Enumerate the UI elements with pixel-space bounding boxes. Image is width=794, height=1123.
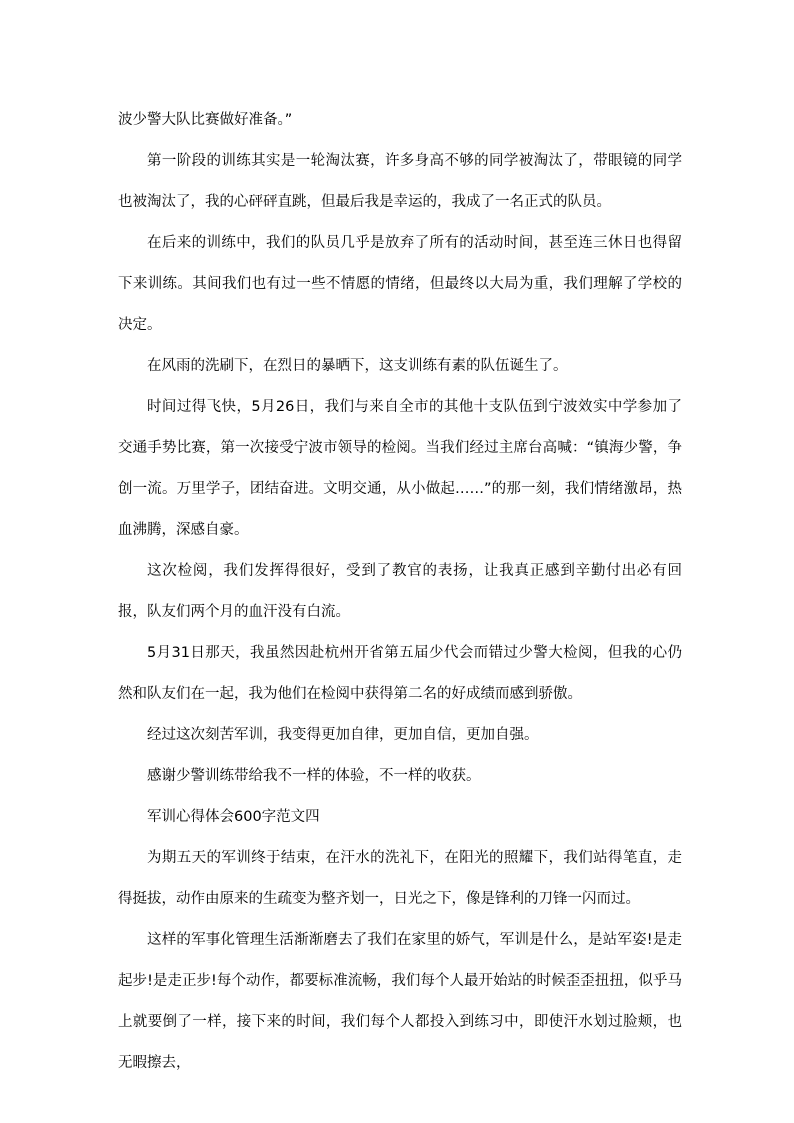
document-body	[118, 100, 682, 1084]
paragraph-3: 在后来的训练中，我们的队员几乎是放弃了所有的活动时间，甚至连三休日也得留下来训练。其间我们也有过一些不情愿的情绪，但最终以大局为重，我们理解了学校的决定。	[118, 235, 682, 333]
paragraph-12: 这样的军事化管理生活渐渐磨去了我们在家里的娇气，军训是什么，是站军姿!是走起步!是走正步!每个动作，都要标准流畅，我们每个人最开始站的时候歪歪扭扭，似乎马上就要倒了一样，接下来的时间，我们每个人都投入到练习中，即使汗水划过脸颊，也无暇擦去，	[118, 932, 682, 1071]
paragraph-9: 感谢少警训练带给我不一样的体验，不一样的收获。	[147, 768, 481, 784]
paragraph-1: 波少警大队比赛做好准备。”	[118, 112, 293, 128]
section-heading: 军训心得体会600字范文四	[147, 809, 320, 825]
paragraph-4: 在风雨的洗刷下，在烈日的暴晒下，这支训练有素的队伍诞生了。	[147, 358, 568, 374]
paragraph-11: 为期五天的军训终于结束，在汗水的洗礼下，在阳光的照耀下，我们站得笔直，走得挺拔，动作由原来的生疏变为整齐划一，日光之下，像是锋利的刀锋一闪而过。	[118, 850, 682, 907]
paragraph-8: 经过这次刻苦军训，我变得更加自律，更加自信，更加自强。	[147, 727, 539, 743]
paragraph-5: 时间过得飞快，5月26日，我们与来自全市的其他十支队伍到宁波效实中学参加了交通手势比赛，第一次接受宁波市领导的检阅。当我们经过主席台高喊：“镇海少警，争创一流。万里学子，团结奋进。文明交通，从小做起……”的那一刻，我们情绪激昂，热血沸腾，深感自豪。	[118, 399, 682, 538]
paragraph-7: 5月31日那天，我虽然因赴杭州开省第五届少代会而错过少警大检阅，但我的心仍然和队友们在一起，我为他们在检阅中获得第二名的好成绩而感到骄傲。	[118, 645, 682, 702]
paragraph-6: 这次检阅，我们发挥得很好，受到了教官的表扬，让我真正感到辛勤付出必有回报，队友们两个月的血汗没有白流。	[118, 563, 682, 620]
paragraph-2: 第一阶段的训练其实是一轮淘汰赛，许多身高不够的同学被淘汰了，带眼镜的同学也被淘汰了，我的心砰砰直跳，但最后我是幸运的，我成了一名正式的队员。	[118, 153, 682, 210]
